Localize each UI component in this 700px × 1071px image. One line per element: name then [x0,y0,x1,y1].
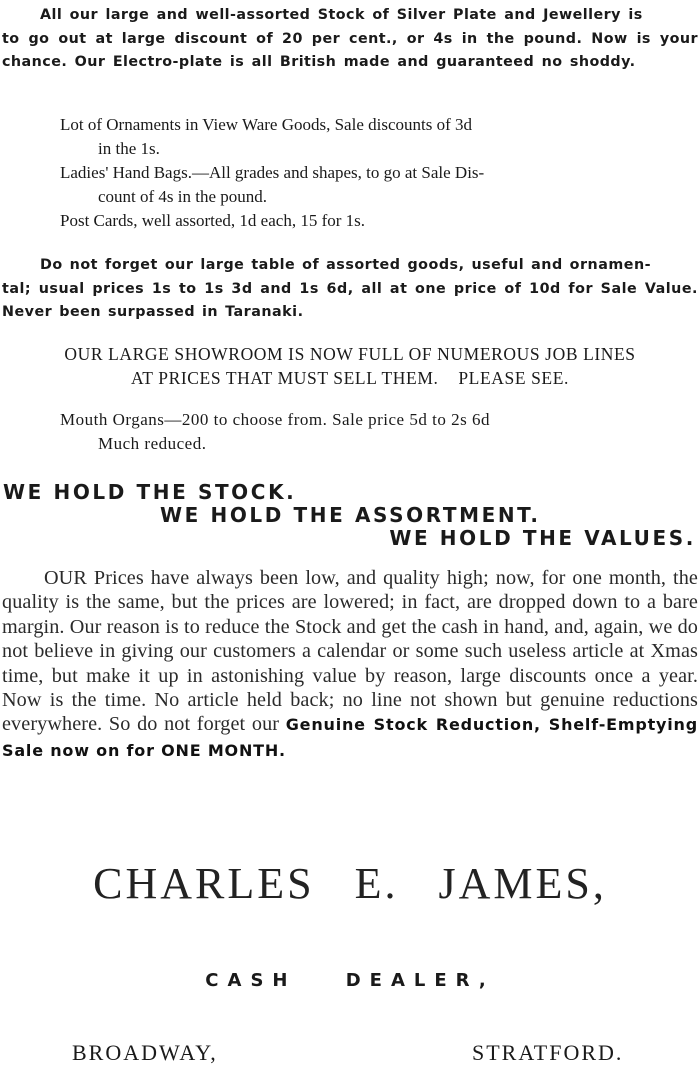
slogan-stock: WE HOLD THE STOCK. [3,480,297,504]
slogan-assortment: WE HOLD THE ASSORTMENT. [160,503,541,527]
sale-items-list [60,113,650,233]
prices-paragraph [2,566,698,763]
showroom-notice [2,342,698,390]
list-item-post-cards: Post Cards, well assorted, 1d each, 15 for 1s. [60,211,366,230]
mouth-organs-item [60,408,650,456]
silver-plate-notice-rest: to go out at large discount of 20 per cent., or 4s in the pound. Now is your chance. Our Electro-plate is all British made and guaranteed no shoddy. [2,30,698,70]
mouth-organs-cont: Much reduced. [98,434,207,453]
address-street: BROADWAY, [72,1040,218,1065]
mouth-organs-main: Mouth Organs—200 to choose from. Sale price 5d to 2s 6d [60,410,490,429]
silver-plate-notice [2,4,698,75]
table-goods-notice-rest: tal; usual prices 1s to 1s 3d and 1s 6d, all at one price of 10d for Sale Value. Never been surpassed in Taranaki. [2,280,698,320]
table-goods-notice [2,254,698,325]
table-goods-notice-line1: Do not forget our large table of assorted goods, useful and ornamen- [40,257,652,273]
prices-paragraph-text: OUR Prices have always been low, and quality high; now, for one month, the quality is the same, but the prices are lowered; in fact, are dropped down to a bare margin. Our reason is to reduce the Stock and get the cash in hand, and, again, we do not believe in giving our customers a calendar or some such useless article at Xmas time, but make it up in astonishing value by reason, large discounts once a year. Now is the time. No article held back; no line not shown but genuine reductions everywhere. So do not forget our [2,567,698,736]
slogan-values: WE HOLD THE VALUES. [389,526,696,550]
address-town: STRATFORD. [472,1040,624,1065]
list-item-hand-bags-cont: count of 4s in the pound. [98,187,268,206]
list-item-ornaments: Lot of Ornaments in View Ware Goods, Sale discounts of 3d [60,115,473,134]
list-item-ornaments-cont: in the 1s. [98,139,160,158]
dealer-title: CASH DEALER, [205,970,495,991]
list-item-hand-bags: Ladies' Hand Bags.—All grades and shapes, to go at Sale Dis- [60,163,485,182]
showroom-notice-line1: OUR LARGE SHOWROOM IS NOW FULL OF NUMEROUS JOB LINES [64,344,636,364]
prices-paragraph-bold: Genuine Stock Reduction, Shelf-Emptying Sale now on for ONE MONTH. [2,715,698,760]
silver-plate-notice-line1: All our large and well-assorted Stock of Silver Plate and Jewellery is [40,7,643,23]
showroom-notice-line2: AT PRICES THAT MUST SELL THEM. PLEASE SEE. [131,368,569,388]
proprietor-name: CHARLES E. JAMES, [93,859,607,908]
